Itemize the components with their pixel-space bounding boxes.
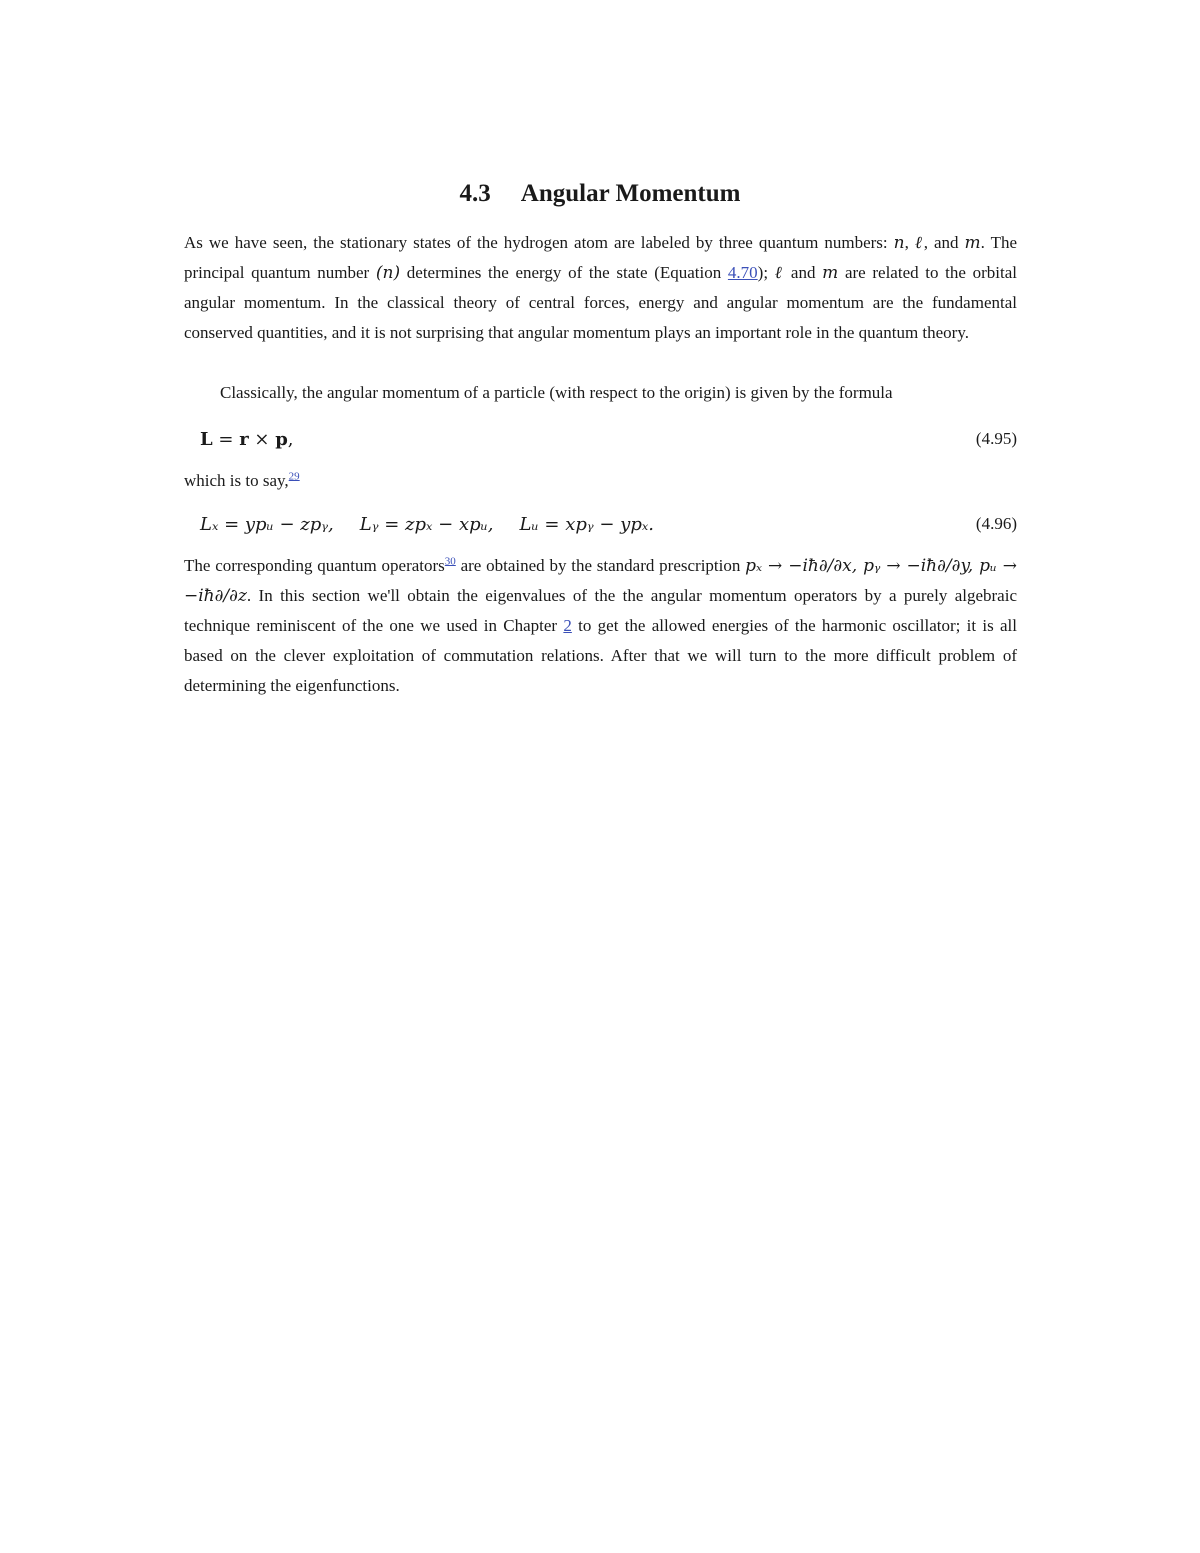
- math-px: pₓ → −iħ∂/∂x,: [745, 556, 864, 576]
- math-equals: =: [212, 429, 240, 450]
- text-run: . The principal quantum number: [184, 233, 1018, 282]
- text-run: The corresponding quantum operators: [184, 556, 445, 575]
- text-run: );: [757, 263, 775, 282]
- text-run: to get the allowed energies of the harmonic oscillator; it is all based on the clever exploitation of commutation relations. After that we will turn to the more difficult problem of determining the eigenfunctions.: [184, 616, 1017, 695]
- section-title: Angular Momentum: [520, 180, 741, 207]
- text-run: As we have seen, the stationary states of the hydrogen atom are labeled by three quantum numbers:: [184, 233, 894, 252]
- math-n-paren: (n): [375, 263, 401, 283]
- paragraph-classical: Classically, the angular momentum of a particle (with respect to the origin) is given by the formula: [220, 383, 893, 402]
- paragraph-which-is: [184, 466, 1017, 496]
- math-times: ×: [248, 429, 276, 450]
- equation-4-96: [200, 509, 1017, 539]
- equation-reference-link[interactable]: 4.70: [727, 263, 758, 282]
- math-py: pᵧ → −iħ∂/∂y,: [863, 556, 980, 576]
- math-pz: pᵤ → −iħ∂/∂z: [184, 556, 1017, 606]
- footnote-link-30[interactable]: 30: [444, 555, 456, 568]
- paragraph-intro: [184, 228, 1017, 348]
- text-run: are obtained by the standard prescription: [455, 556, 746, 575]
- math-Lz: Lᵤ = xpᵧ − ypₓ.: [519, 514, 654, 535]
- math-Ly: Lᵧ = zpₓ − xpᵤ,: [359, 514, 494, 535]
- chapter-reference-link[interactable]: 2: [563, 616, 572, 635]
- math-ell: ℓ: [914, 233, 924, 253]
- math-r: r: [239, 429, 249, 450]
- math-m: m: [822, 263, 839, 283]
- equation-number: (4.95): [975, 429, 1017, 448]
- text-run: , and: [923, 233, 965, 252]
- text-run: which is to say,: [184, 471, 289, 490]
- math-m: m: [964, 233, 981, 253]
- text-run: are related to the orbital angular momentum. In the classical theory of central forces, energy and angular momentum are the fundamental conserved quantities, and it is not surprising that angular momentum plays an important role in the quantum theory.: [184, 263, 1018, 342]
- footnote-link-29[interactable]: 29: [288, 470, 300, 483]
- section-number: 4.3: [459, 180, 491, 207]
- text-run: . In this section we'll obtain the eigenvalues of the the angular momentum operators by a purely algebraic technique reminiscent of the one we used in Chapter: [184, 586, 1017, 635]
- math-Lx: Lₓ = ypᵤ − zpᵧ,: [200, 514, 334, 535]
- text-run: determines the energy of the state (Equation: [400, 263, 728, 282]
- math-L: L: [200, 429, 213, 450]
- text-run: ,: [904, 233, 915, 252]
- math-n: n: [893, 233, 905, 253]
- section-heading: [0, 180, 1200, 208]
- text-run: and: [784, 263, 823, 282]
- math-comma: ,: [287, 429, 294, 450]
- math-ell: ℓ: [774, 263, 785, 283]
- paragraph-operators: [184, 551, 1017, 701]
- equation-4-95: [200, 424, 1017, 454]
- math-p: p: [275, 429, 288, 450]
- equation-number: (4.96): [975, 514, 1017, 533]
